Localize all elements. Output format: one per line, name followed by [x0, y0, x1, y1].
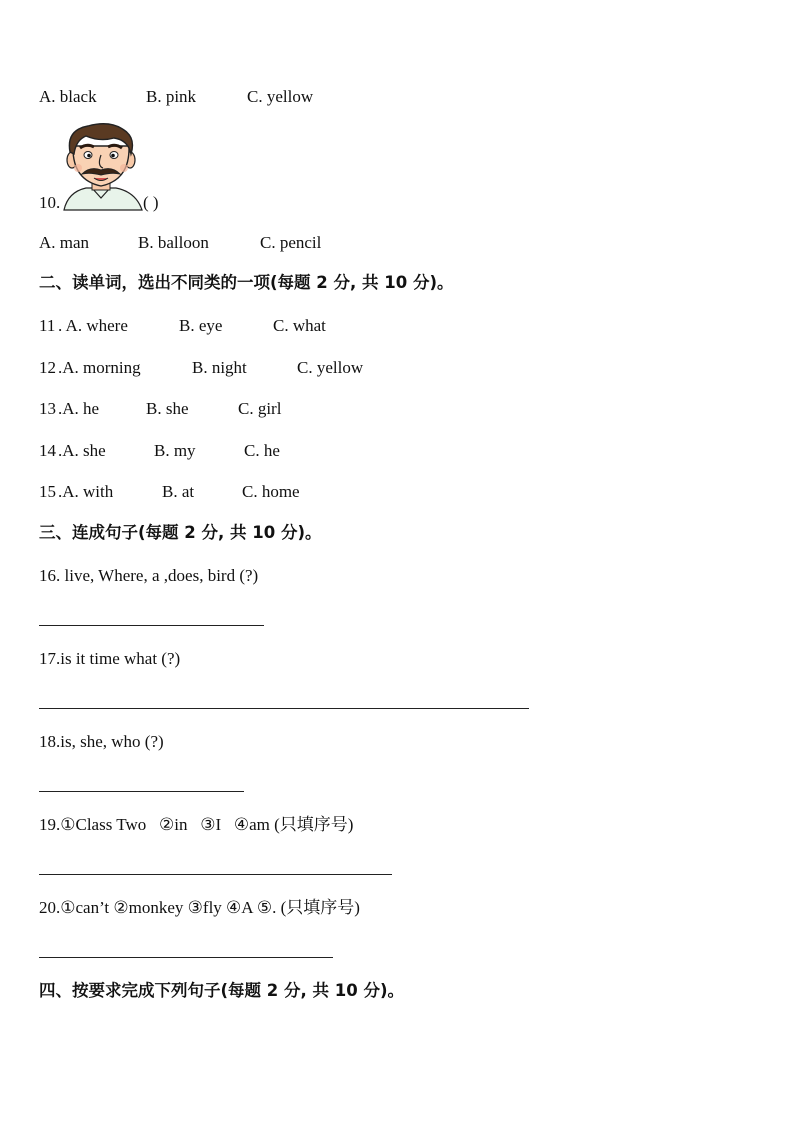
answer-line[interactable] — [39, 708, 529, 709]
option-a: .A. he — [58, 399, 100, 418]
option-b: B. my — [154, 441, 196, 460]
sentence-question: 19.①Class Two ②in ③I ④am (只填序号) — [39, 815, 354, 834]
q9-option-b: B. pink — [146, 87, 197, 106]
option-c: C. yellow — [297, 358, 364, 377]
q9-option-c: C. yellow — [247, 87, 314, 106]
answer-line[interactable] — [39, 957, 333, 958]
q10-number: 10. — [39, 193, 61, 212]
option-b: B. night — [192, 358, 247, 377]
option-c: C. home — [242, 482, 300, 501]
q10-option-b: B. balloon — [138, 233, 209, 252]
option-b: B. eye — [179, 316, 223, 335]
option-a: . A. where — [58, 316, 128, 335]
q10-option-c: C. pencil — [260, 233, 322, 252]
question-number: 12 — [39, 358, 56, 377]
option-c: C. he — [244, 441, 280, 460]
q10-answer-blank: ( ) — [143, 193, 159, 212]
q9-option-a: A. black — [39, 87, 97, 106]
question-number: 13 — [39, 399, 56, 418]
section-3-title: 三、连成句子(每题 2 分, 共 10 分)。 — [39, 523, 322, 542]
man-face-illustration-icon — [58, 122, 144, 212]
option-a: .A. morning — [58, 358, 141, 377]
question-number: 15 — [39, 482, 56, 501]
section-2-title: 二、读单词，选出不同类的一项(每题 2 分, 共 10 分)。 — [39, 273, 454, 292]
answer-line[interactable] — [39, 791, 244, 792]
answer-line[interactable] — [39, 874, 392, 875]
option-b: B. at — [162, 482, 195, 501]
sentence-question: 16. live, Where, a ,does, bird (?) — [39, 566, 259, 585]
option-a: .A. with — [58, 482, 114, 501]
section-4-title: 四、按要求完成下列句子(每题 2 分, 共 10 分)。 — [39, 981, 405, 1000]
q10-option-a: A. man — [39, 233, 90, 252]
question-number: 11 — [39, 316, 56, 335]
sentence-question: 17.is it time what (?) — [39, 649, 181, 668]
option-b: B. she — [146, 399, 189, 418]
answer-line[interactable] — [39, 625, 264, 626]
question-number: 14 — [39, 441, 56, 460]
sentence-question: 18.is, she, who (?) — [39, 732, 164, 751]
option-a: .A. she — [58, 441, 106, 460]
option-c: C. girl — [238, 399, 282, 418]
option-c: C. what — [273, 316, 326, 335]
sentence-question: 20.①can’t ②monkey ③fly ④A ⑤. (只填序号) — [39, 898, 360, 917]
